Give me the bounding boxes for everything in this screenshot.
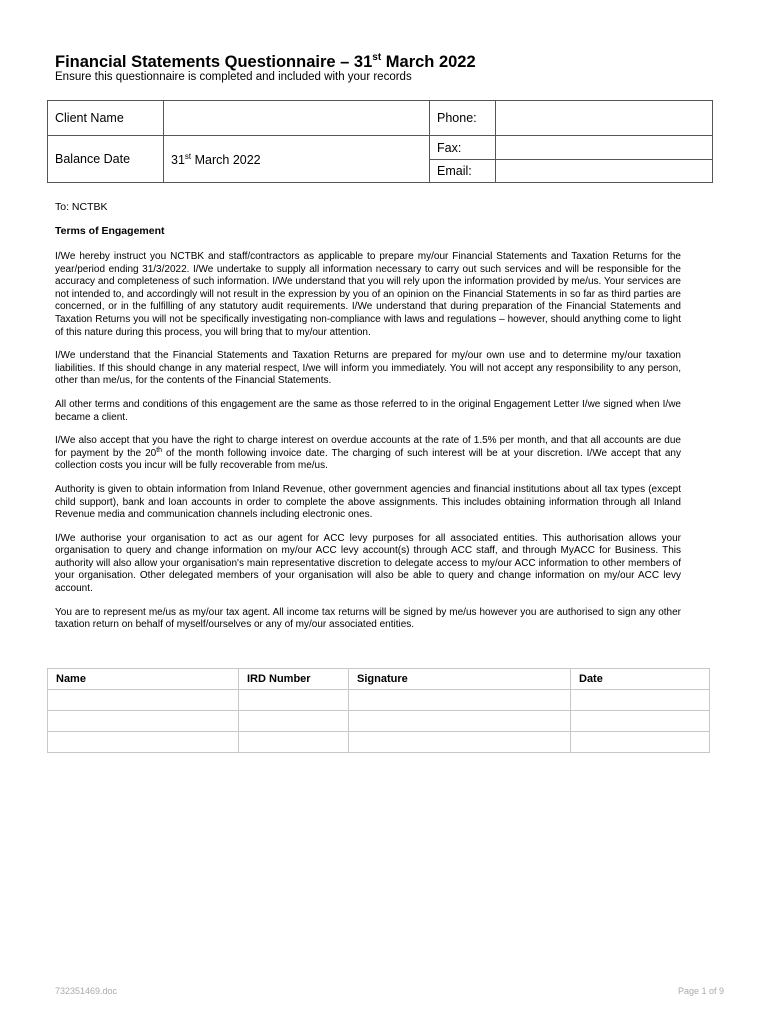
paragraph-instruction: I/We hereby instruct you NCTBK and staff/contractors as applicable to prepare my/our Financial Statements and Taxation Returns for the year/period ending 31/3/2022. I/We undertake to supply all information necessary to carry out such services and will be responsible for the accuracy and completeness of such information. I/We understand that you will rely upon the information provided by me/us. Your services are not intended to, and accordingly will not result in the expression by you of an opinion on the Financial Statements in so far as third parties are concerned, or in the fulfilling of any statutory audit requirements. I/We understand that during preparation of the Financial Statements and Taxation Returns you will not be specifically investigating non-compliance with laws and regulations – however, should anything come to light of this nature during this process, you will bring that to my/our attention. xyxy=(55,251,681,338)
date-cell[interactable] xyxy=(571,732,710,753)
client-name-field[interactable] xyxy=(164,101,430,136)
ird-number-cell[interactable] xyxy=(239,711,349,732)
header-signature: Signature xyxy=(349,669,571,690)
terms-heading: Terms of Engagement xyxy=(55,225,165,237)
fax-field[interactable] xyxy=(496,136,713,160)
phone-field[interactable] xyxy=(496,101,713,136)
document-id: 732351469.doc xyxy=(55,986,118,996)
email-field[interactable] xyxy=(496,160,713,183)
page-number: Page 1 of 9 xyxy=(677,986,724,996)
signature-cell[interactable] xyxy=(349,690,571,711)
name-cell[interactable] xyxy=(48,711,239,732)
header-ird-number: IRD Number xyxy=(239,669,349,690)
phone-label: Phone: xyxy=(430,101,496,136)
name-cell[interactable] xyxy=(48,732,239,753)
date-cell[interactable] xyxy=(571,711,710,732)
terms-body xyxy=(55,251,681,643)
page-title: Financial Statements Questionnaire – 31st March 2022 xyxy=(55,52,476,71)
paragraph-authority: Authority is given to obtain information from Inland Revenue, other government agencies and financial institutions about all tax types (except child support), bank and loan accounts in order to complete the above assignments. This includes obtaining information through all Inland Revenue media and communication channels including electronic ones. xyxy=(55,483,681,521)
signature-table xyxy=(47,668,710,753)
paragraph-interest: I/We also accept that you have the right to charge interest on overdue accounts at the rate of 1.5% per month, and that all accounts are due for payment by the 20th of the month following invoice date. The charging of such interest will be at your discretion. I/We accept that any collection costs you incur will be fully recoverable from me/us. xyxy=(55,435,681,472)
signature-cell[interactable] xyxy=(349,732,571,753)
signature-table-header xyxy=(48,669,710,690)
signature-cell[interactable] xyxy=(349,711,571,732)
header-date: Date xyxy=(571,669,710,690)
name-cell[interactable] xyxy=(48,690,239,711)
fax-label: Fax: xyxy=(430,136,496,160)
table-row xyxy=(48,690,710,711)
table-row xyxy=(48,732,710,753)
balance-date-label: Balance Date xyxy=(48,136,164,183)
table-row xyxy=(48,711,710,732)
client-details-table xyxy=(47,100,713,183)
balance-date-value: 31st March 2022 xyxy=(164,136,430,183)
ird-number-cell[interactable] xyxy=(239,732,349,753)
date-cell[interactable] xyxy=(571,690,710,711)
paragraph-acc: I/We authorise your organisation to act as our agent for ACC levy purposes for all associated entities. This authorisation allows your organisation to query and change information on my/our ACC levy account(s) through ACC staff, and through MyACC for Business. This authority will also allow your organisation's main representative discretion to delegate access to my/our ACC information to other members of your organisation. Other delegated members of your organisation will also be able to query and change information on my/our ACC levy account. xyxy=(55,532,681,595)
page-subtitle: Ensure this questionnaire is completed and included with your records xyxy=(55,71,412,83)
ird-number-cell[interactable] xyxy=(239,690,349,711)
header-name: Name xyxy=(48,669,239,690)
recipient-line: To: NCTBK xyxy=(55,201,108,213)
email-label: Email: xyxy=(430,160,496,183)
client-name-label: Client Name xyxy=(48,101,164,136)
paragraph-tax-agent: You are to represent me/us as my/our tax agent. All income tax returns will be signed by me/us however you are authorised to sign any other taxation return on behalf of myself/ourselves or any of my/our associated entities. xyxy=(55,606,681,631)
paragraph-other-terms: All other terms and conditions of this engagement are the same as those referred to in the original Engagement Letter I/we signed when I/we became a client. xyxy=(55,398,681,423)
paragraph-purpose: I/We understand that the Financial Statements and Taxation Returns are prepared for my/our own use and to determine my/our taxation liabilities. If this should change in any material respect, I/we will inform you immediately. You will not accept any responsibility to any person, other than me/us, for the contents of the Financial Statements. xyxy=(55,350,681,387)
